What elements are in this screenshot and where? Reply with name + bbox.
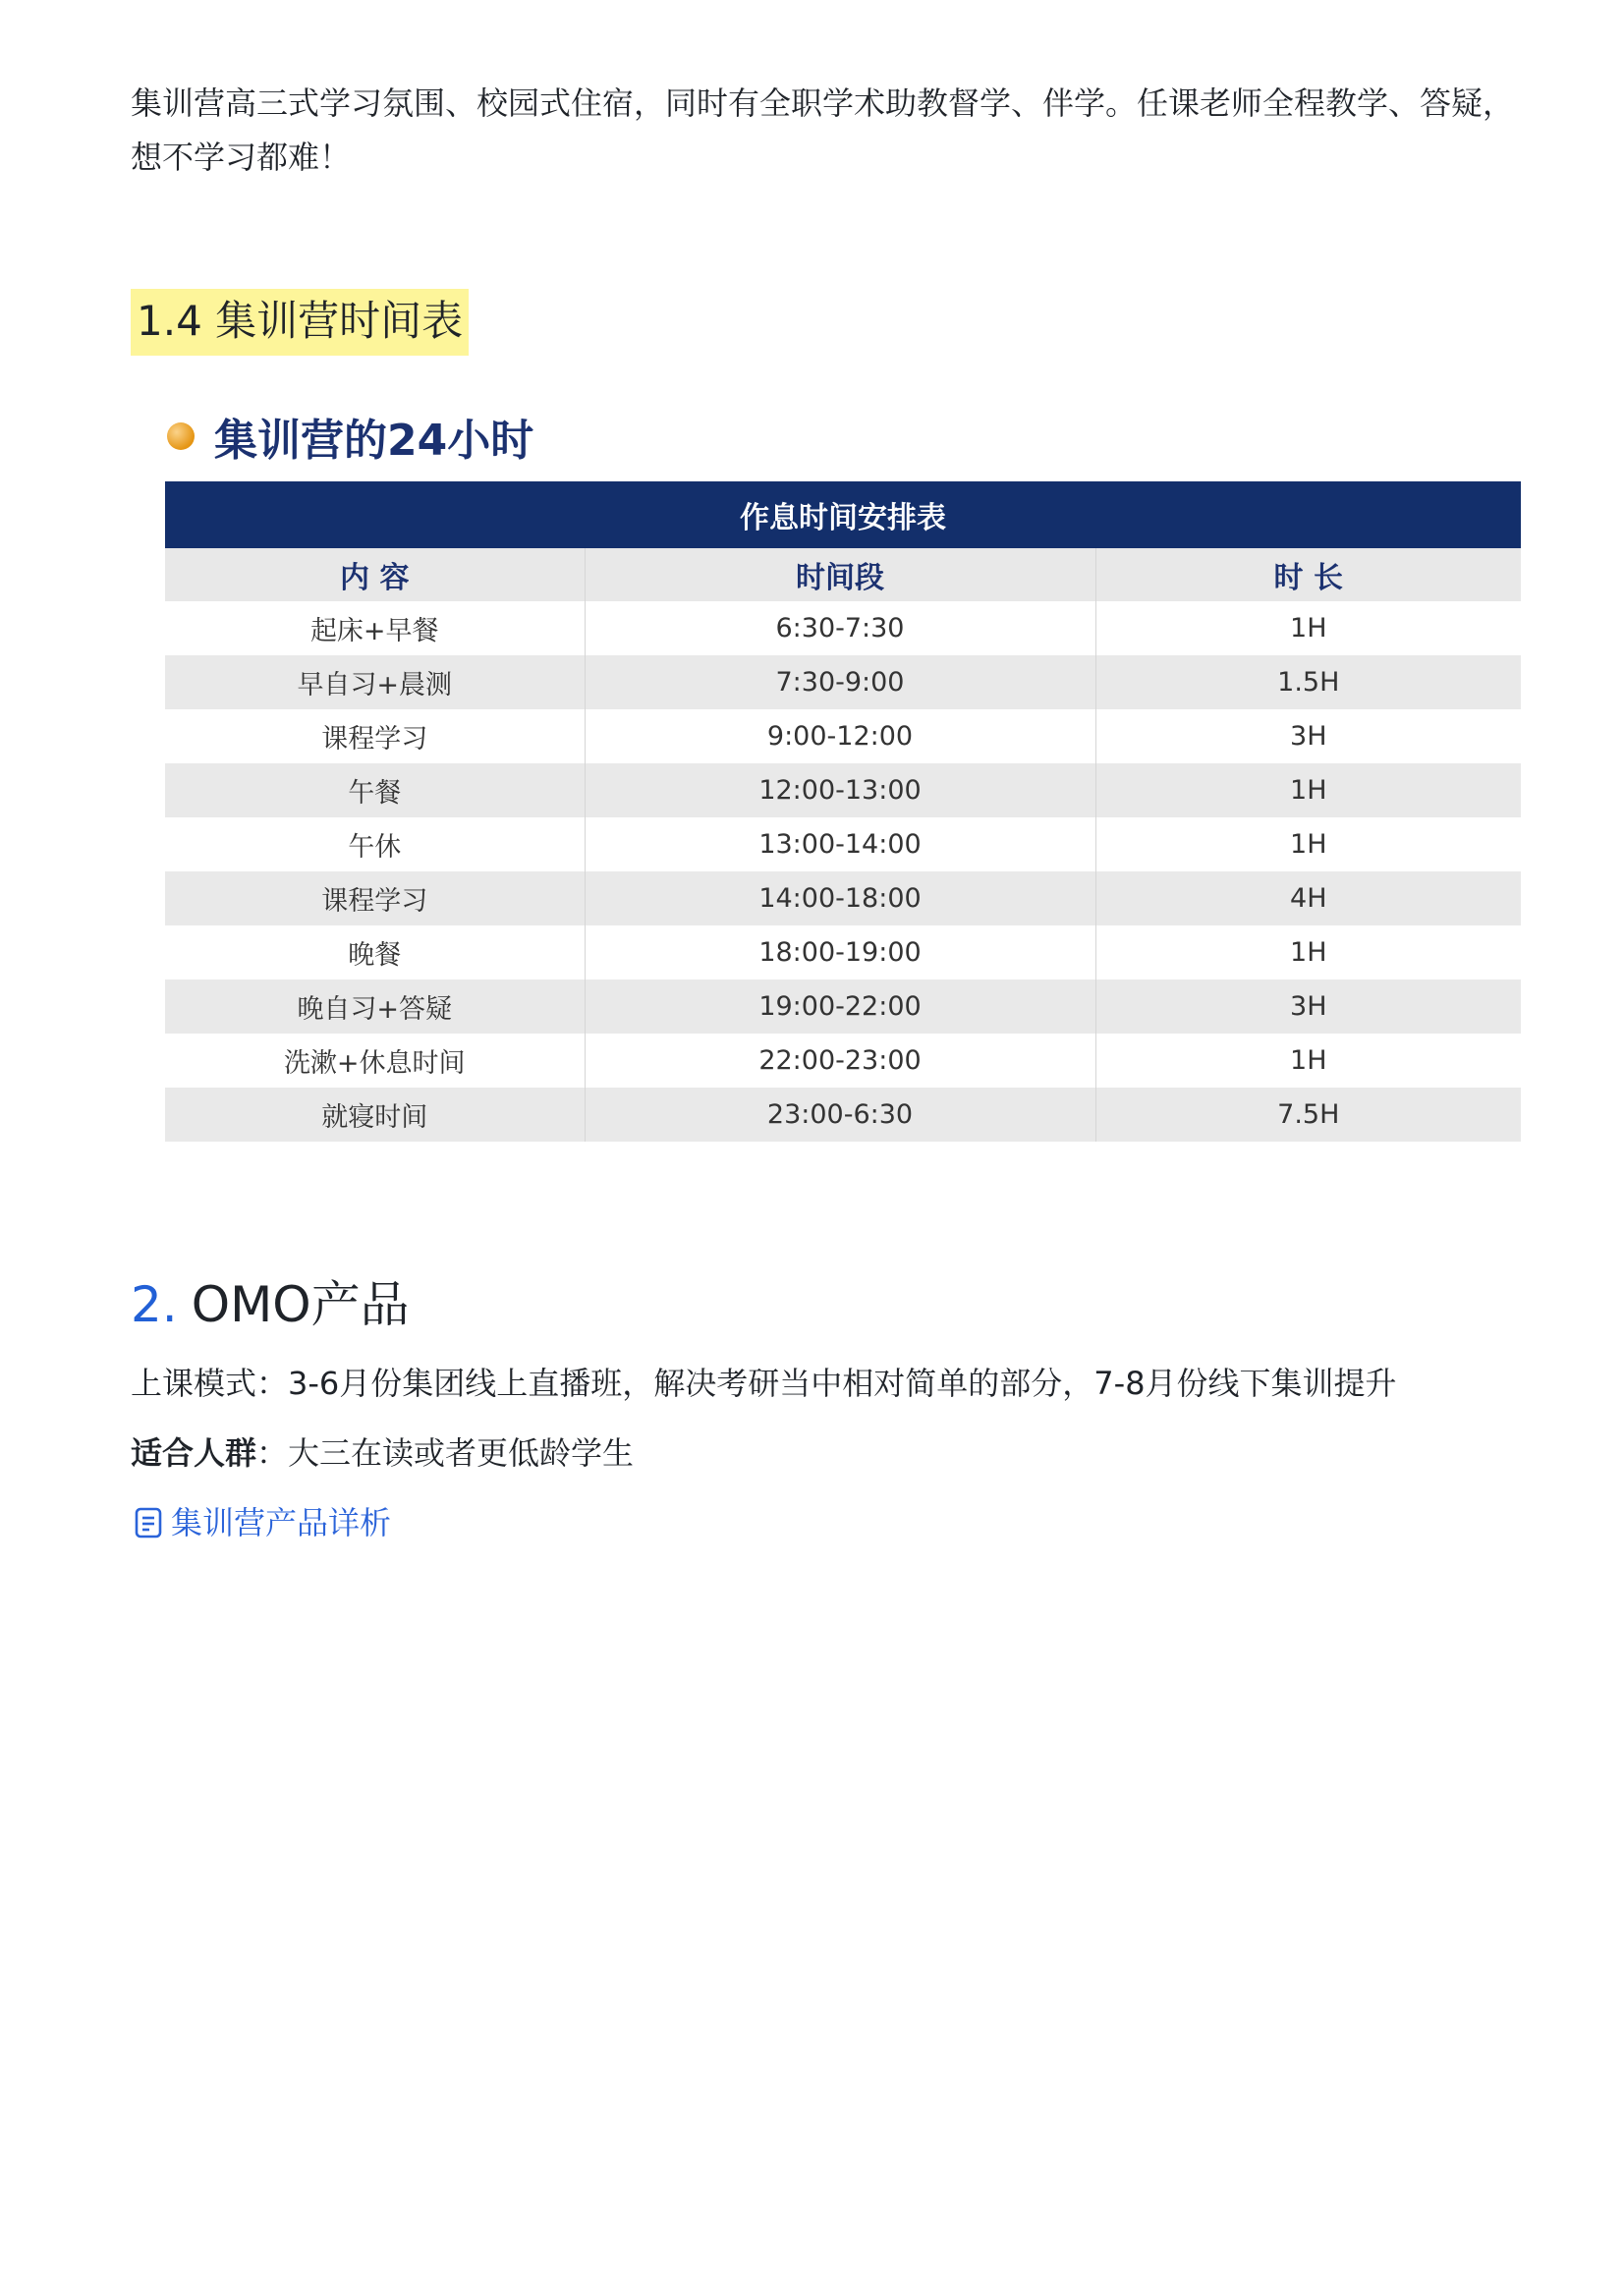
section-heading-2 [131,1273,410,1336]
cell-content: 洗漱+休息时间 [165,1034,585,1088]
cell-duration: 3H [1095,709,1521,763]
cell-content: 起床+早餐 [165,601,585,655]
cell-time: 12:00-13:00 [585,763,1095,817]
cell-duration: 1H [1095,925,1521,980]
table-row [165,763,1521,817]
cell-content: 晚餐 [165,925,585,980]
cell-time: 13:00-14:00 [585,817,1095,871]
table-row [165,817,1521,871]
cell-time: 22:00-23:00 [585,1034,1095,1088]
cell-duration: 4H [1095,871,1521,925]
cell-content: 午餐 [165,763,585,817]
section-heading-1-4: 1.4 集训营时间表 [131,289,469,356]
schedule-heading [167,405,533,468]
cell-content: 晚自习+答疑 [165,980,585,1034]
column-header-time: 时间段 [585,548,1095,601]
class-mode-text: 3-6月份集团线上直播班，解决考研当中相对简单的部分，7-8月份线下集训提升 [288,1365,1397,1402]
document-icon [134,1507,163,1539]
class-mode-label: 上课模式： [131,1365,289,1402]
section-number: 2. [131,1276,178,1333]
cell-content: 午休 [165,817,585,871]
schedule-table [165,481,1521,1142]
cell-duration: 1H [1095,763,1521,817]
table-row [165,871,1521,925]
cell-time: 19:00-22:00 [585,980,1095,1034]
cell-time: 23:00-6:30 [585,1088,1095,1142]
product-detail-link[interactable] [134,1500,391,1545]
cell-time: 9:00-12:00 [585,709,1095,763]
intro-paragraph: 集训营高三式学习氛围、校园式住宿，同时有全职学术助教督学、伴学。任课老师全程教学、答疑，想不学习都难！ [131,84,1515,176]
cell-duration: 1H [1095,601,1521,655]
audience-paragraph [131,1430,634,1476]
table-row [165,601,1521,655]
table-row [165,709,1521,763]
table-row [165,980,1521,1034]
cell-duration: 1.5H [1095,655,1521,709]
cell-duration: 1H [1095,817,1521,871]
cell-time: 14:00-18:00 [585,871,1095,925]
cell-duration: 3H [1095,980,1521,1034]
column-header-content: 内 容 [165,548,585,601]
cell-duration: 1H [1095,1034,1521,1088]
table-row [165,925,1521,980]
cell-content: 课程学习 [165,709,585,763]
product-detail-link-text: 集训营产品详析 [171,1504,392,1541]
column-header-duration: 时 长 [1095,548,1521,601]
schedule-heading-text: 集训营的24小时 [214,416,534,466]
cell-time: 6:30-7:30 [585,601,1095,655]
bullet-dot-icon [167,422,195,450]
cell-content: 课程学习 [165,871,585,925]
cell-duration: 7.5H [1095,1088,1521,1142]
class-mode-paragraph [131,1361,1397,1406]
table-caption: 作息时间安排表 [165,481,1521,548]
table-row [165,655,1521,709]
audience-text: ：大三在读或者更低龄学生 [256,1434,635,1472]
cell-time: 7:30-9:00 [585,655,1095,709]
cell-content: 早自习+晨测 [165,655,585,709]
section-title: OMO产品 [191,1276,410,1333]
cell-content: 就寝时间 [165,1088,585,1142]
table-row [165,1034,1521,1088]
table-row [165,1088,1521,1142]
cell-time: 18:00-19:00 [585,925,1095,980]
audience-label: 适合人群 [131,1434,257,1472]
